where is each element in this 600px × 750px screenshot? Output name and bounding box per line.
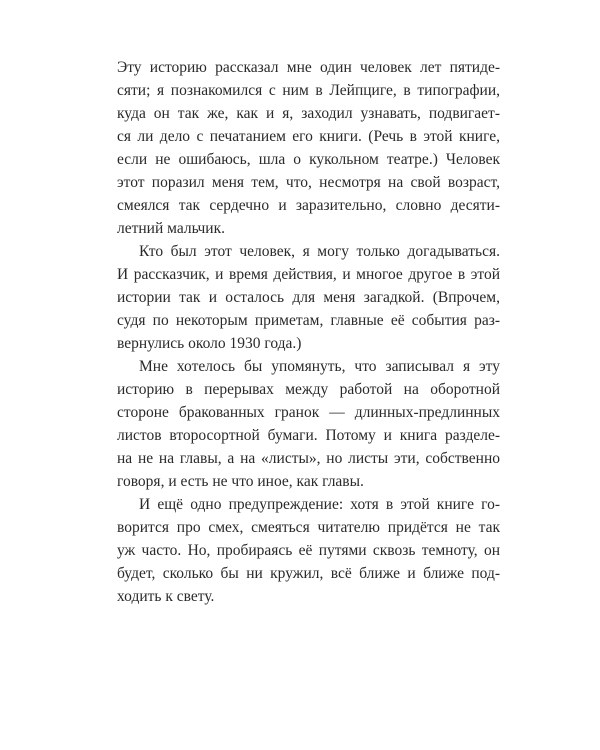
paragraph-3 [117,355,500,493]
text-line: судя по некоторым приметам, главные её события раз- [117,312,500,329]
text-line: на не на главы, а на «листы», но листы эти, собственно [117,450,500,467]
body-text [117,56,500,608]
text-line: листов второсортной бумаги. Потому и книга разделе- [117,427,500,444]
text-line: если не ошибаюсь, шла о кукольном театре.) Человек [117,151,500,168]
text-line: сяти; я познакомился с ним в Лейпциге, в типографии, [117,82,500,99]
text-line: уж часто. Но, пробираясь её путями сквозь темноту, он [117,542,500,559]
text-line: ходить к свету. [117,588,215,605]
text-line: летний мальчик. [117,220,225,237]
text-line: Кто был этот человек, я могу только догадываться. [139,243,500,260]
text-line: Мне хотелось бы упомянуть, что записывал я эту [139,358,500,375]
text-line: куда он так же, как и я, заходил узнавать, подвигает- [117,105,500,122]
text-line: этот поразил меня тем, что, несмотря на свой возраст, [117,174,500,191]
text-line: И ещё одно предупреждение: хотя в этой книге го- [139,496,500,513]
text-line: вернулись около 1930 года.) [117,335,302,352]
paragraph-2 [117,240,500,355]
text-line: ворится про смех, смеяться читателю придётся не так [117,519,500,536]
paragraph-4 [117,493,500,608]
text-line: Эту историю рассказал мне один человек лет пятиде- [117,59,500,76]
text-line: будет, сколько бы ни кружил, всё ближе и ближе под- [117,565,500,582]
paragraph-1 [117,56,500,240]
text-line: смеялся так сердечно и заразительно, словно десяти- [117,197,500,214]
text-line: стороне бракованных гранок — длинных-предлинных [117,404,500,421]
text-line: ся ли дело с печатанием его книги. (Речь в этой книге, [117,128,500,145]
text-line: историю в перерывах между работой на оборотной [117,381,500,398]
text-line: говоря, и есть не что иное, как главы. [117,473,364,490]
text-line: истории так и осталось для меня загадкой. (Впрочем, [117,289,500,306]
text-line: И рассказчик, и время действия, и многое другое в этой [117,266,500,283]
